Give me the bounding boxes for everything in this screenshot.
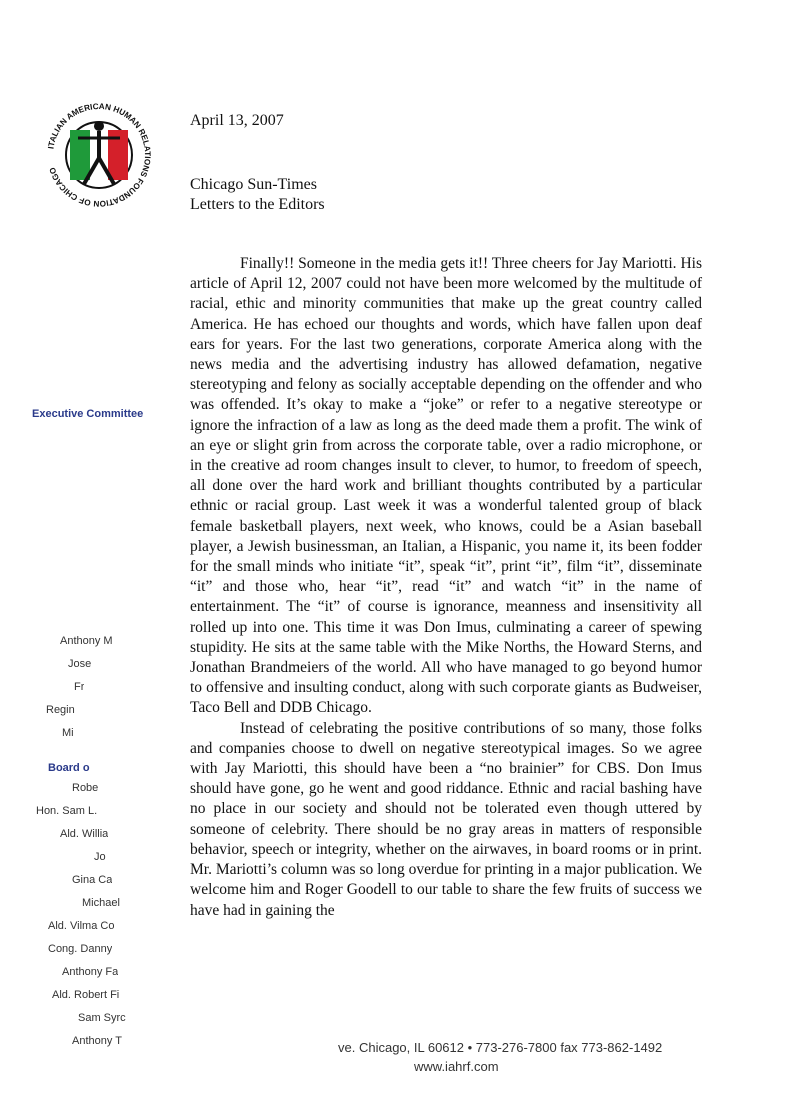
recipient-line-1: Chicago Sun-Times [190,176,317,193]
list-item: Sam Syrc [78,1012,126,1024]
list-item: Gina Ca [72,874,113,886]
footer-website: www.iahrf.com [414,1059,499,1074]
footer-address: ve. Chicago, IL 60612 • 773-276-7800 fax 773-862-1492 [338,1040,663,1055]
letterhead-sidebar [0,0,160,1100]
recipient-line-2: Letters to the Editors [190,196,325,213]
foundation-logo [44,100,154,210]
list-item: Fr [74,681,85,693]
list-item: Robe [72,782,99,794]
list-item: Hon. Sam L. [36,805,98,817]
list-item: Anthony Fa [62,966,119,978]
list-item: Ald. Vilma Co [48,920,115,932]
list-item: Jose [68,658,92,670]
list-item: Michael [82,897,120,909]
logo-ring-text: ITALIAN AMERICAN HUMAN RELATIONS FOUNDATION OF CHICAGO [46,101,153,209]
list-item: Cong. Danny [48,943,113,955]
paragraph-1: Finally!! Someone in the media gets it!! Three cheers for Jay Mariotti. His article of April 12, 2007 could not have been more welcomed by the multitude of racial, ethic and minority communities that make up the great country called America. He has echoed our thoughts and words, which have fallen upon deaf ears for years. For the last two generations, corporate America along with the news media and the advertising industry has allowed defamation, negative stereotyping and felony as socially acceptable depending on the offender and who was offended. It’s okay to make a “joke” or refer to a negative stereotype or ignore the infraction of a law as long as the deed made them a profit. The wink of an eye or slight grin from across the corporate table, over a radio microphone, or in the creative ad room changes insult to clever, to humor, to freedom of speech, all done over the hard work and brilliant thoughts contributed by a particular ethnic or racial group. Last week it was a wonderful talented group of black female basketball players, next week, who knows, could be a Asian baseball player, a Jewish businessman, an Italian, a Hispanic, you name it, its been fodder for the small minds who initiate “it”, speak “it”, print “it”, film “it”, disseminate “it” and those who, hear “it”, read “it” and watch “it” in the name of entertainment. The “it” of course is ignorance, meanness and insensitivity all rolled up into one. This time it was Don Imus, culminating a career of spewing stupidity. He sits at the same table with the Mike Norths, the Howard Sterns, and Jonathan Brandmeiers of the world. All who have managed to go beyond humor to offensive and insulting conduct, along with such corporate giants as Budweiser, Taco Bell and DDB Chicago. [190,255,702,717]
list-item: Mi [62,727,74,739]
recipient-block [190,175,325,215]
letter-date: April 13, 2007 [190,112,284,129]
board-heading: Board o [48,762,90,774]
executive-committee-heading: Executive Committee [32,408,144,420]
list-item: Regin [46,704,75,716]
list-item: Anthony M [60,635,113,647]
list-item: Anthony T [72,1035,122,1047]
list-item: Ald. Robert Fi [52,989,120,1001]
paragraph-2: Instead of celebrating the positive contributions of so many, those folks and companies choose to dwell on negative stereotypical images. So we agree with Jay Mariotti, this should have been a “no brainier” for CBS. Don Imus should have gone, go he went and good riddance. Ethnic and racial bashing have no place in our society and should not be tolerated even though uttered by someone of celebrity. There should be no gray areas in matters of responsible behavior, speech or integrity, whether on the airwaves, in board rooms or in print. Mr. Mariotti’s column was so long overdue for printing in a major publication. We welcome him and Roger Goodell to our table to share the few fruits of success we have had in gaining the [190,719,702,919]
list-item: Jo [94,851,106,863]
list-item: Ald. Willia [60,828,109,840]
letter-text [190,254,702,921]
